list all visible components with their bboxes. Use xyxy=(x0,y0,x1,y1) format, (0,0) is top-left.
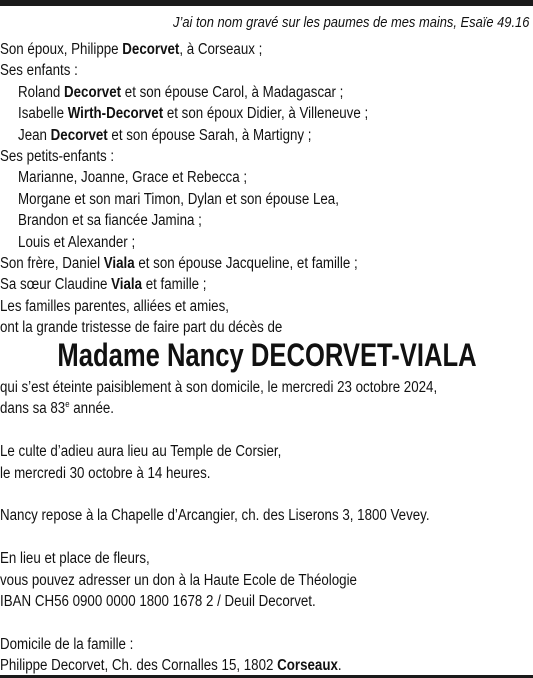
child-line: Jean Decorvet et son épouse Sarah, à Martigny ; xyxy=(18,126,312,144)
domicile-address: Philippe Decorvet, Ch. des Cornalles 15, 1802 Corseaux. xyxy=(0,657,342,675)
relatives-line: Les familles parentes, alliées et amies, xyxy=(0,297,229,315)
announcement-line: ont la grande tristesse de faire part du décès de xyxy=(0,319,283,337)
grandchild-line: Morgane et son mari Timon, Dylan et son épouse Lea, xyxy=(18,190,339,208)
deceased-name: Madame Nancy DECORVET-VIALA xyxy=(56,337,477,373)
death-line: qui s’est éteinte paisiblement à son domicile, le mercredi 23 octobre 2024, xyxy=(0,379,438,396)
top-rule xyxy=(0,0,533,6)
children-heading: Ses enfants : xyxy=(0,62,78,80)
grandchild-line: Marianne, Joanne, Grace et Rebecca ; xyxy=(18,169,248,187)
service-line: Le culte d’adieu aura lieu au Temple de Corsier, xyxy=(0,443,282,461)
iban-line: IBAN CH56 0900 0000 1800 1678 2 / Deuil Decorvet. xyxy=(0,592,316,610)
notice-body xyxy=(0,377,533,676)
domicile-heading: Domicile de la famille : xyxy=(0,635,134,653)
flowers-line: En lieu et place de fleurs, xyxy=(0,550,150,568)
grandchild-line: Brandon et sa fiancée Jamina ; xyxy=(18,212,202,230)
bible-quote: J’ai ton nom gravé sur les paumes de mes mains, Esaïe 49.16 xyxy=(172,14,529,31)
age-line: dans sa 83e année. xyxy=(0,399,115,418)
family-list xyxy=(0,39,533,338)
spouse-line: Son époux, Philippe Decorvet, à Corseaux ; xyxy=(0,41,263,58)
donation-line: vous pouvez adresser un don à la Haute Ecole de Théologie xyxy=(0,571,357,589)
service-date-line: le mercredi 30 octobre à 14 heures. xyxy=(0,464,211,482)
grandchild-line: Louis et Alexander ; xyxy=(18,233,136,251)
child-line: Roland Decorvet et son épouse Carol, à Madagascar ; xyxy=(18,83,344,101)
sister-line: Sa sœur Claudine Viala et famille ; xyxy=(0,276,207,294)
grandchildren-heading: Ses petits-enfants : xyxy=(0,147,115,165)
child-line: Isabelle Wirth-Decorvet et son époux Didier, à Villeneuve ; xyxy=(18,105,369,123)
rest-line: Nancy repose à la Chapelle d’Arcangier, ch. des Liserons 3, 1800 Vevey. xyxy=(0,507,430,525)
brother-line: Son frère, Daniel Viala et son épouse Jacqueline, et famille ; xyxy=(0,254,358,272)
